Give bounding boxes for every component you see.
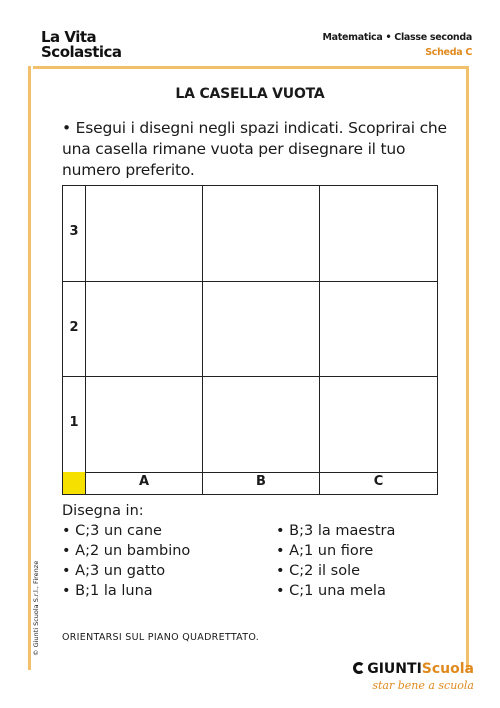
publisher-brand — [353, 660, 474, 692]
column-label-c: C — [373, 474, 384, 489]
footnote: ORIENTARSI SUL PIANO QUADRETTATO. — [62, 632, 260, 643]
grid-line-row-32 — [62, 281, 438, 282]
instruction-text: • Esegui i disegni negli spazi indicati. Scoprirai che una casella rimane vuota per disegnare il tuo numero preferito. — [62, 119, 447, 179]
page-title: LA CASELLA VUOTA — [175, 86, 325, 102]
subject-header — [322, 30, 472, 60]
brand-name-1: GIUNTI — [367, 661, 422, 677]
list-item: • C;2 il sole — [276, 563, 361, 579]
list-item: • C;3 un cane — [62, 523, 162, 539]
grid-line-col-bc — [319, 185, 320, 495]
coordinate-grid — [62, 185, 438, 495]
list-item: • B;3 la maestra — [276, 523, 396, 539]
brand-name-2: Scuola — [421, 661, 474, 677]
row-label-2: 2 — [69, 320, 79, 335]
logo-line-2: Scolastica — [41, 43, 122, 61]
brand-tagline: star bene a scuola — [372, 679, 474, 692]
copyright-note: © Giunti Scuola S.r.l., Firenze — [32, 560, 40, 656]
subject-label: Matematica • Classe seconda — [322, 32, 472, 43]
grid-line-axis-horizontal — [62, 472, 438, 473]
frame-left-border — [28, 66, 31, 670]
draw-list-right — [276, 521, 395, 601]
grid-line-col-ab — [202, 185, 203, 495]
grid-corner-cell — [63, 472, 85, 494]
list-item: • B;1 la luna — [62, 583, 153, 599]
column-label-b: B — [256, 474, 266, 489]
list-item: • C;1 una mela — [276, 583, 386, 599]
magazine-logo — [41, 30, 122, 60]
draw-list-left — [62, 521, 190, 601]
publisher-g-icon — [353, 662, 365, 674]
sheet-label: Scheda C — [425, 47, 472, 58]
row-label-3: 3 — [69, 224, 79, 239]
list-item: • A;3 un gatto — [62, 563, 166, 579]
draw-heading: Disegna in: — [62, 503, 144, 519]
logo-line-1: La Vita — [41, 28, 97, 46]
grid-line-row-21 — [62, 376, 438, 377]
list-item: • A;1 un fiore — [276, 543, 374, 559]
column-label-a: A — [138, 474, 150, 489]
row-label-1: 1 — [69, 415, 79, 430]
list-item: • A;2 un bambino — [62, 543, 191, 559]
